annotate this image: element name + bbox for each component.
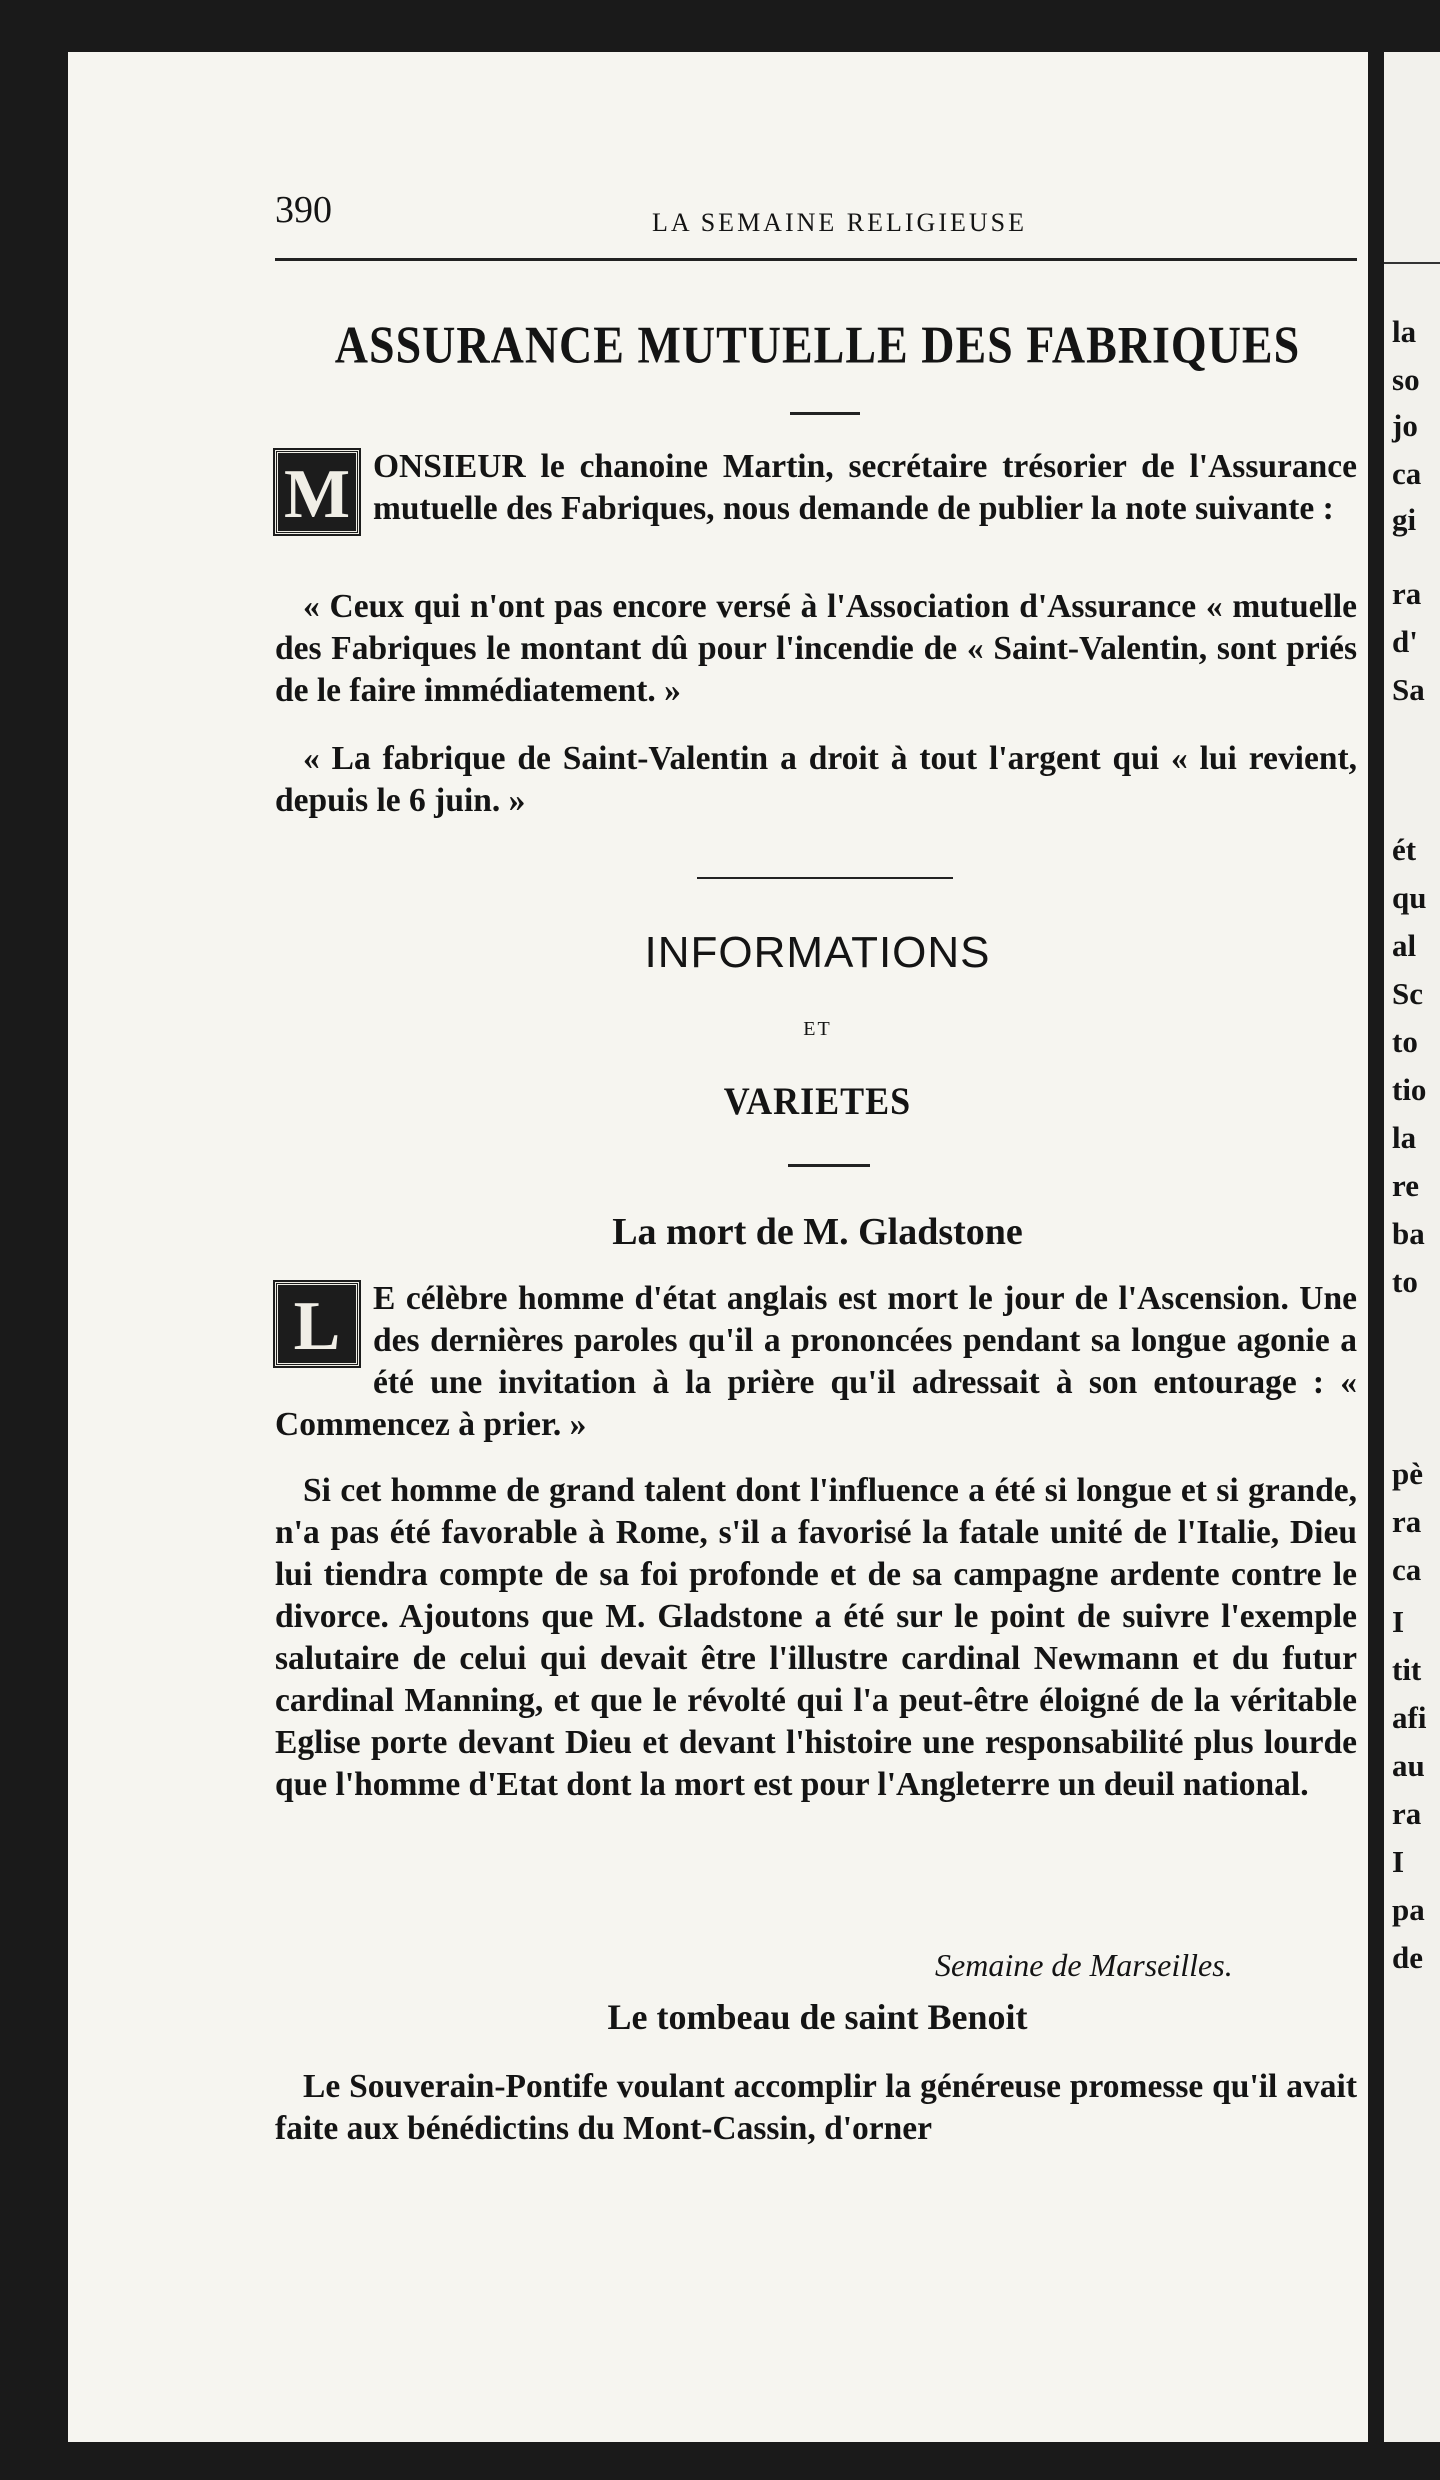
adjacent-page-fragment: tit xyxy=(1392,1652,1422,1687)
paragraph-gladstone-1 xyxy=(275,1278,1357,1446)
paragraph-assurance-1 xyxy=(275,446,1357,534)
section-divider xyxy=(697,877,953,879)
adjacent-page-fragment: au xyxy=(1392,1748,1425,1783)
adjacent-page-fragment: jo xyxy=(1392,408,1418,443)
article-title-gladstone: La mort de M. Gladstone xyxy=(612,1211,1023,1253)
title-rule xyxy=(788,1164,870,1167)
adjacent-page-fragment: so xyxy=(1392,362,1420,397)
adjacent-header-rule xyxy=(1384,262,1440,264)
paragraph-assurance-3: « La fabrique de Saint-Valentin a droit à tout l'argent qui « lui revient, depuis le 6 juin. » xyxy=(275,740,1357,819)
adjacent-page-fragment: tio xyxy=(1392,1072,1427,1107)
adjacent-page-fragment: to xyxy=(1392,1264,1418,1299)
paragraph-tombeau-1: Le Souverain-Pontife voulant accomplir la généreuse promesse qu'il avait faite aux bénédictins du Mont-Cassin, d'orner xyxy=(275,2068,1357,2147)
article-source: Semaine de Marseilles. xyxy=(935,1947,1233,1983)
adjacent-page-fragment: al xyxy=(1392,928,1417,963)
adjacent-page-fragment: ra xyxy=(1392,1796,1422,1831)
paragraph-text: ONSIEUR le chanoine Martin, secrétaire trésorier de l'Assurance mutuelle des Fabriques, nous demande de publier la note suivante : xyxy=(373,448,1357,527)
section-title-informations: INFORMATIONS xyxy=(644,928,991,977)
adjacent-page-fragment: re xyxy=(1392,1168,1419,1203)
adjacent-page-fragment: I xyxy=(1392,1844,1405,1879)
adjacent-page-fragment: la xyxy=(1392,1120,1417,1155)
adjacent-page-fragment: Sa xyxy=(1392,672,1425,707)
adjacent-page-fragment: d' xyxy=(1392,624,1418,659)
adjacent-page-fragment: I xyxy=(1392,1604,1405,1639)
dropcap-m: M xyxy=(275,450,359,534)
running-title: LA SEMAINE RELIGIEUSE xyxy=(652,208,1027,237)
document-page xyxy=(68,52,1368,2442)
adjacent-page-fragment: la xyxy=(1392,314,1417,349)
adjacent-page-edge xyxy=(1384,52,1440,2442)
adjacent-page-fragment: ca xyxy=(1392,456,1422,491)
section-title-varietes: VARIETES xyxy=(723,1079,912,1123)
adjacent-page-fragment: de xyxy=(1392,1940,1423,1975)
title-rule xyxy=(790,412,860,415)
adjacent-page-fragment: to xyxy=(1392,1024,1418,1059)
adjacent-page-fragment: ét xyxy=(1392,832,1417,867)
paragraph-text: E célèbre homme d'état anglais est mort le jour de l'Ascension. Une des dernières paroles qu'il a prononcées pendant sa longue agonie a été une invitation à la prière qu'il adressait à son entourage : « Commencez à prier. » xyxy=(275,1280,1357,1443)
adjacent-page-fragment: ba xyxy=(1392,1216,1425,1251)
header-rule xyxy=(275,258,1357,261)
adjacent-page-fragment: afi xyxy=(1392,1700,1427,1735)
paragraph-assurance-2: « Ceux qui n'ont pas encore versé à l'Association d'Assurance « mutuelle des Fabriques le montant dû pour l'incendie de « Saint-Valentin, sont priés de le faire immédiatement. » xyxy=(275,588,1357,709)
section-title-et: ET xyxy=(803,1018,832,1040)
adjacent-page-fragment: ca xyxy=(1392,1552,1422,1587)
adjacent-page-fragment: gi xyxy=(1392,502,1417,537)
adjacent-page-fragment: qu xyxy=(1392,880,1427,915)
section-title-assurance: ASSURANCE MUTUELLE DES FABRIQUES xyxy=(334,315,1301,374)
paragraph-gladstone-2: Si cet homme de grand talent dont l'influence a été si longue et si grande, n'a pas été favorable à Rome, s'il a favorisé la fatale unité de l'Italie, Dieu lui tiendra compte de sa foi profonde et de sa campagne ardente contre le divorce. Ajoutons que M. Gladstone a été sur le point de suivre l'exemple salutaire de celui qui devait être l'illustre cardinal Newmann et du futur cardinal Manning, et que le révolté qui l'a peut-être éloigné de la véritable Eglise porte devant Dieu et devant l'histoire une responsabilité plus lourde que l'homme d'Etat dont la mort est pour l'Angleterre un deuil national. xyxy=(275,1472,1357,1803)
dropcap-l: L xyxy=(275,1282,359,1366)
adjacent-page-fragment: pa xyxy=(1392,1892,1425,1927)
adjacent-page-fragment: ra xyxy=(1392,576,1422,611)
adjacent-page-fragment: pè xyxy=(1392,1456,1423,1491)
page-number: 390 xyxy=(275,189,332,231)
article-title-tombeau: Le tombeau de saint Benoit xyxy=(607,1997,1028,2037)
adjacent-page-fragment: Sc xyxy=(1392,976,1423,1011)
adjacent-page-fragment: ra xyxy=(1392,1504,1422,1539)
